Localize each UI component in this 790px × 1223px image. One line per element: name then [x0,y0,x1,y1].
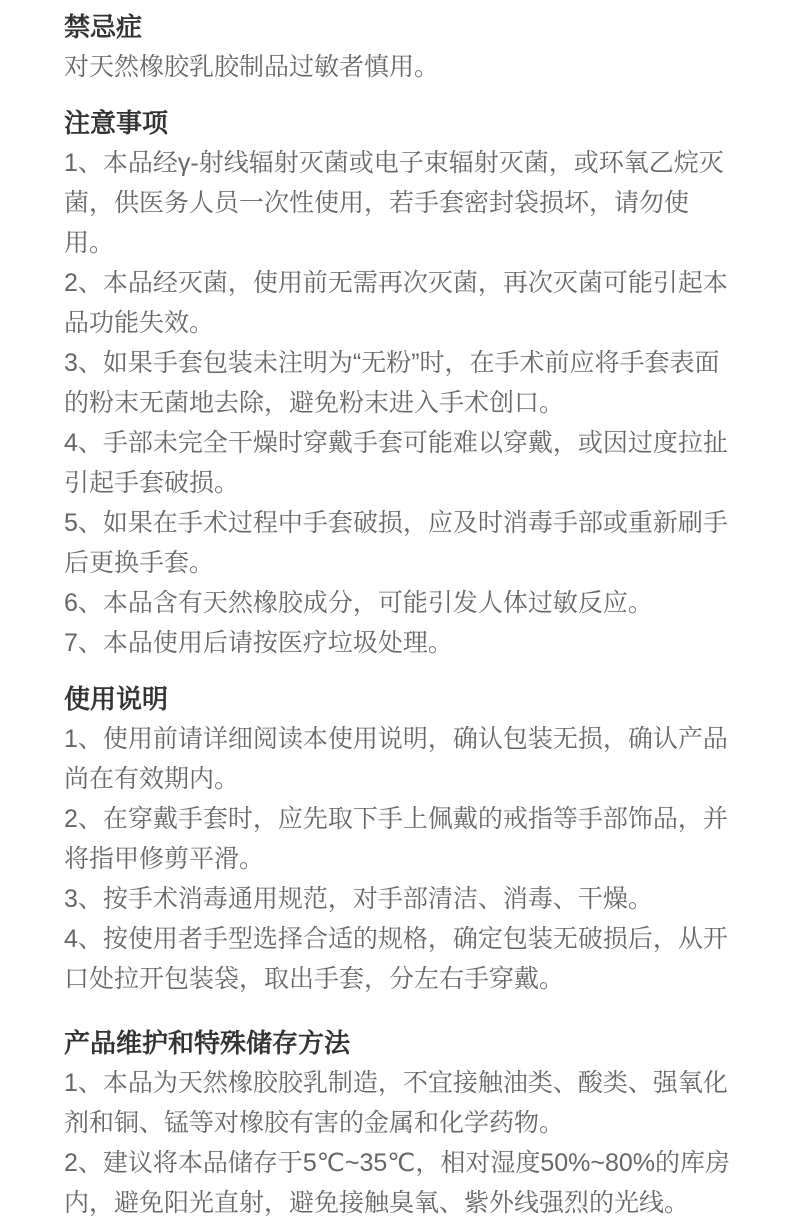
paragraph: 4、按使用者手型选择合适的规格，确定包装无破损后，从开口处拉开包装袋，取出手套，分左右手穿戴。 [64,925,728,993]
paragraph: 1、本品为天然橡胶胶乳制造，不宜接触油类、酸类、强氧化剂和铜、锰等对橡胶有害的金属和化学药物。 [64,1069,728,1137]
paragraph: 1、使用前请详细阅读本使用说明，确认包装无损，确认产品尚在有效期内。 [64,725,728,793]
section-heading: 使用说明 [64,684,169,714]
paragraph: 1、本品经γ-射线辐射灭菌或电子束辐射灭菌，或环氧乙烷灭菌，供医务人员一次性使用，若手套密封袋损坏，请勿使用。 [64,149,724,257]
paragraph: 3、如果手套包装未注明为“无粉”时，在手术前应将手套表面的粉末无菌地去除，避免粉末进入手术创口。 [64,349,720,417]
section-heading: 禁忌症 [64,12,143,42]
paragraph: 7、本品使用后请按医疗垃圾处理。 [64,629,453,657]
section-contraindications [64,7,736,87]
section-precautions [64,103,736,663]
section-heading: 注意事项 [64,108,169,138]
paragraph: 2、在穿戴手套时，应先取下手上佩戴的戒指等手部饰品，并将指甲修剪平滑。 [64,805,728,873]
paragraph: 对天然橡胶乳胶制品过敏者慎用。 [64,53,440,81]
paragraph: 2、建议将本品储存于5℃~35℃，相对湿度50%~80%的库房内，避免阳光直射，避免接触臭氧、紫外线强烈的光线。 [64,1149,731,1217]
paragraph: 6、本品含有天然橡胶成分，可能引发人体过敏反应。 [64,589,653,617]
instruction-document [64,7,736,1223]
section-usage-instructions [64,679,736,999]
paragraph: 3、按手术消毒通用规范，对手部清洁、消毒、干燥。 [64,885,653,913]
paragraph: 5、如果在手术过程中手套破损，应及时消毒手部或重新刷手后更换手套。 [64,509,728,577]
section-heading: 产品维护和特殊储存方法 [64,1028,351,1058]
section-maintenance-storage [64,1023,736,1223]
paragraph: 4、手部未完全干燥时穿戴手套可能难以穿戴，或因过度拉扯引起手套破损。 [64,429,728,497]
paragraph: 2、本品经灭菌，使用前无需再次灭菌，再次灭菌可能引起本品功能失效。 [64,269,728,337]
